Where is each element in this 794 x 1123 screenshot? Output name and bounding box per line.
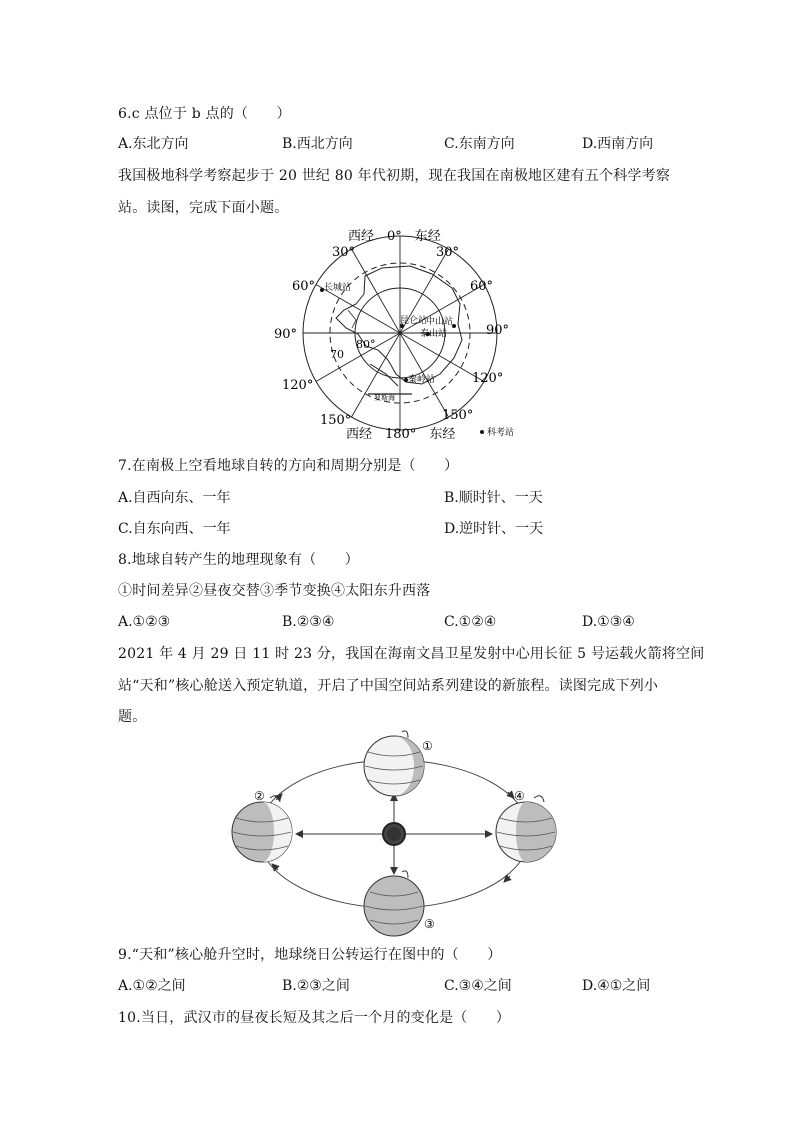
- label-90-right: 90°: [486, 323, 510, 338]
- earth-orbit-diagram: [222, 730, 568, 938]
- q7-option-d: D.逆时针、一天: [444, 521, 544, 537]
- intro2-line3: 题。: [118, 709, 147, 725]
- label-60-left: 60°: [292, 279, 316, 294]
- earth-position-4: [496, 796, 556, 862]
- map-bottom-label: 西经 180° 东经: [346, 427, 456, 442]
- q7-stem: 7.在南极上空看地球自转的方向和周期分别是（ ）: [118, 458, 459, 474]
- q9-option-d: D.④①之间: [582, 978, 651, 994]
- q6-option-a: A.东北方向: [118, 136, 189, 152]
- q6-stem: 6.c 点位于 b 点的（ ）: [118, 106, 291, 122]
- q9-stem: 9.“天和”核心舱升空时，地球绕日公转运行在图中的（ ）: [118, 947, 502, 963]
- station-zhongshan: 中山站: [426, 317, 454, 327]
- q8-option-d: D.①③④: [582, 614, 635, 630]
- legend-label: 科考站: [487, 428, 515, 438]
- station-kunlun: 昆仑站: [400, 316, 428, 326]
- q7-option-b: B.顺时针、一天: [444, 490, 543, 506]
- q10-stem: 10.当日，武汉市的昼夜长短及其之后一个月的变化是（ ）: [118, 1010, 511, 1026]
- label-150-left: 150°: [320, 413, 352, 428]
- label-ross-sea: 罗斯海: [374, 394, 395, 402]
- antarctic-map: [270, 224, 530, 444]
- label-position-3: ③: [424, 917, 435, 931]
- q8-option-b: B.②③④: [282, 614, 335, 630]
- intro1-line1: 我国极地科学考察起步于 20 世纪 80 年代初期，现在我国在南极地区建有五个科学考察: [118, 168, 671, 184]
- earth-position-2: [232, 796, 292, 862]
- q9-option-a: A.①②之间: [118, 978, 186, 994]
- intro1-line2: 站。读图，完成下面小题。: [118, 200, 289, 216]
- label-30-left: 30°: [332, 245, 356, 260]
- label-lat-70: 70: [330, 348, 344, 361]
- q8-items: ①时间差异②昼夜交替③季节变换④太阳东升西落: [118, 583, 431, 599]
- earth-position-3: [364, 871, 424, 936]
- q8-stem: 8.地球自转产生的地理现象有（ ）: [118, 552, 359, 568]
- label-position-2: ②: [254, 789, 265, 803]
- station-taishan: 泰山站: [420, 329, 448, 339]
- station-qinling: 秦岭站: [408, 375, 436, 385]
- q6-option-b: B.西北方向: [282, 136, 353, 152]
- label-30-right: 30°: [436, 245, 460, 260]
- label-120-right: 120°: [472, 371, 504, 386]
- q6-option-c: C.东南方向: [444, 136, 515, 152]
- label-position-1: ①: [422, 739, 433, 753]
- q9-option-c: C.③④之间: [444, 978, 512, 994]
- earth-position-1: [364, 731, 424, 796]
- q6-option-d: D.西南方向: [582, 136, 654, 152]
- legend-dot: [480, 430, 484, 434]
- q7-option-a: A.自西向东、一年: [118, 490, 231, 506]
- label-90-left: 90°: [274, 327, 298, 342]
- q8-option-c: C.①②④: [444, 614, 497, 630]
- q8-option-a: A.①②③: [118, 614, 171, 630]
- label-150-right: 150°: [442, 408, 474, 423]
- label-60-right: 60°: [470, 279, 494, 294]
- q9-option-b: B.②③之间: [282, 978, 350, 994]
- q7-option-c: C.自东向西、一年: [118, 521, 231, 537]
- label-120-left: 120°: [282, 378, 314, 393]
- map-top-label: 西经 0° 东经: [348, 229, 441, 244]
- label-position-4: ④: [514, 789, 525, 803]
- station-changcheng: 长城站: [324, 283, 352, 293]
- intro2-line1: 2021 年 4 月 29 日 11 时 23 分，我国在海南文昌卫星发射中心用长征 5 号运载火箭将空间: [118, 646, 705, 662]
- label-lat-80: 80°: [356, 338, 376, 351]
- intro2-line2: 站“天和”核心舱送入预定轨道，开启了中国空间站系列建设的新旅程。读图完成下列小: [118, 678, 659, 694]
